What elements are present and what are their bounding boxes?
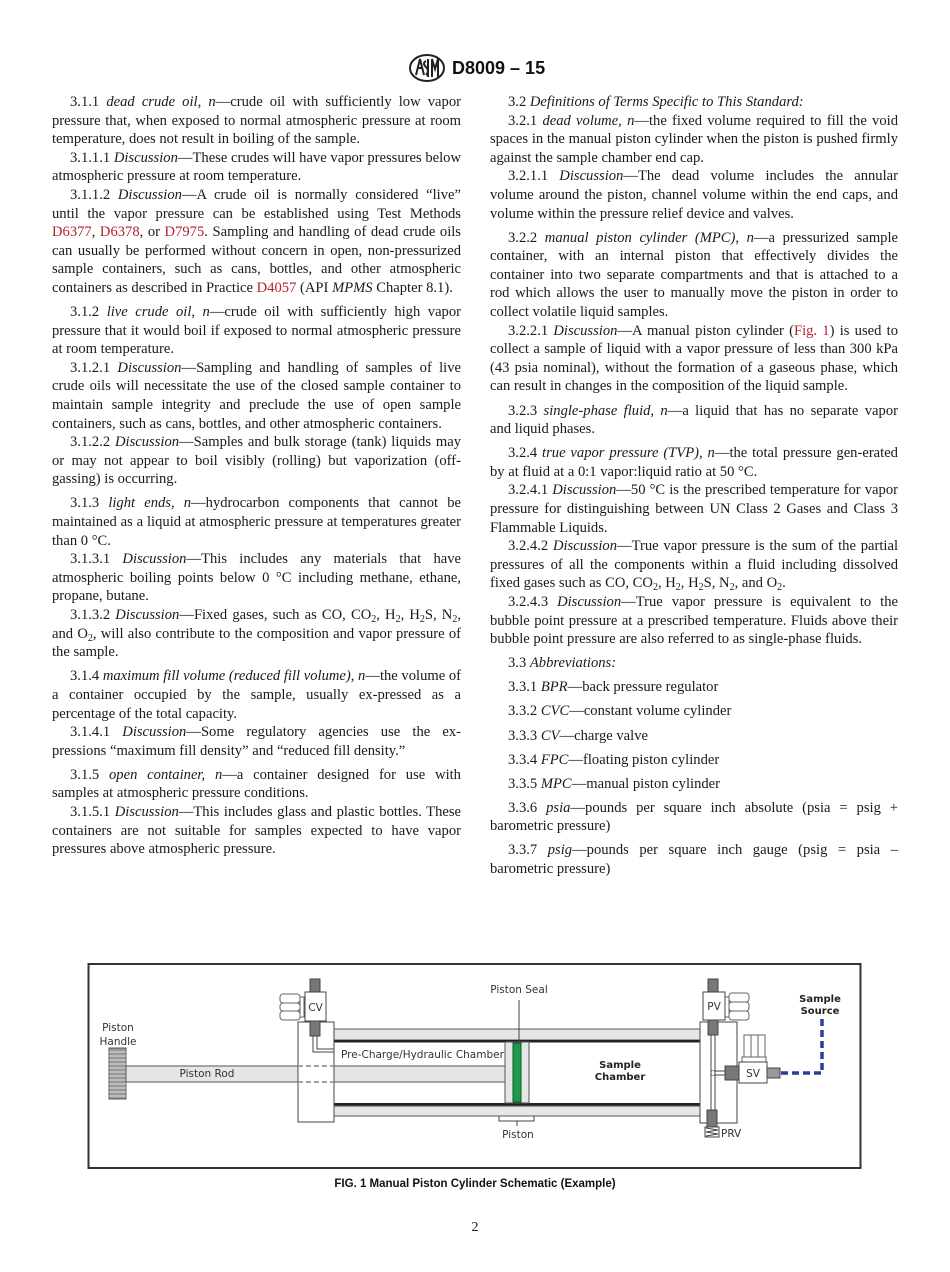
term-italic: psig <box>547 842 573 859</box>
subscript: 2 <box>419 614 425 626</box>
text: —A manual piston cylinder ( <box>617 322 794 339</box>
sv-label: SV <box>746 1068 760 1080</box>
text: —the fixed volume required to fill the void spaces in the manual piston cylinder when the piston is pushed firmly against the sample chamber end cap. <box>490 112 898 166</box>
text: —the volume of a container occupied by the sample, usually ex-pressed as a percentage of the total capacity. <box>52 668 461 722</box>
term-italic: Discussion <box>557 593 622 610</box>
text: —constant volume cylinder <box>569 703 732 720</box>
text: 3.3.7 <box>508 842 548 859</box>
text: 3.2.4.3 <box>508 593 558 610</box>
term-italic: light ends, n <box>108 495 192 512</box>
subscript: 2 <box>777 582 783 594</box>
subscript: 2 <box>675 582 681 594</box>
text: , H <box>657 575 676 592</box>
text: 3.3.6 <box>508 799 547 816</box>
text: S, N <box>424 607 453 624</box>
term-italic: MPMS <box>332 279 373 296</box>
subscript: 2 <box>729 582 735 594</box>
text: 3.1.4 <box>70 668 103 685</box>
term-italic: dead volume, n <box>542 112 635 129</box>
text: , <box>91 224 100 241</box>
reference-link[interactable]: D4057 <box>256 279 297 296</box>
term-italic: Discussion <box>115 607 180 624</box>
term-italic: Definitions of Terms Specific to This Standard: <box>529 94 804 110</box>
pre-charge-chamber-label: Pre-Charge/Hydraulic Chamber <box>341 1049 504 1061</box>
term-italic: Discussion <box>552 538 617 555</box>
text: 3.2.4.1 <box>508 482 553 499</box>
text: —a liquid that has no separate vapor and liquid phases. <box>490 402 898 438</box>
piston-handle-icon <box>109 1048 126 1099</box>
text: 3.1.1.1 <box>70 149 114 166</box>
text: 3.1.1.2 <box>70 186 118 203</box>
term-italic: maximum fill volume (reduced fill volume), n <box>102 668 366 685</box>
text: —Some regulatory agencies use the ex-pressions “maximum fill density” and “reduced fill density.” <box>52 724 462 759</box>
term-italic: MPC <box>540 775 572 792</box>
text: . Sampling and handling of dead crude oils can usually be performed without concern in open, non-pressurized sample containers, such as cans, bottles, and other atmospheric containers as described in Practice <box>52 224 461 296</box>
text: (API <box>296 279 333 296</box>
text: —Sampling and handling of samples of live crude oils will necessitate the use of the closed sample container to maintain sample integrity and preclude the use of open sample containers, such as cans, bottles, and other atmospheric containers. <box>52 359 461 432</box>
subscript: 2 <box>395 614 401 626</box>
term-italic: single-phase fluid, n <box>543 402 668 419</box>
term-italic: open container, n <box>109 766 223 783</box>
text: 3.1.2.1 <box>70 359 118 376</box>
text: Chapter 8.1). <box>372 279 453 296</box>
text: —The dead volume includes the annular volume around the piston, channel volume within the end caps, and volume within the pressure relief device and valves. <box>490 168 898 222</box>
text: ) is used to collect a sample of liquid with a vapor pressure of less than 300 kPa (43 psia nominal), without the formation of a gaseous phase, which can result in changes in the composition of the liquid sample. <box>490 322 898 395</box>
piston-seal-label: Piston Seal <box>490 984 548 996</box>
text: 3.1.5 <box>70 766 109 783</box>
text: 3.2.3 <box>508 402 544 419</box>
text: 3.1.4.1 <box>70 724 123 741</box>
text: —floating piston cylinder <box>568 751 720 768</box>
document-designation: D8009 – 15 <box>452 57 546 78</box>
text: —hydrocarbon components that cannot be maintained as a liquid at atmospheric pressure at temperatures greater than 0 °C. <box>52 495 461 549</box>
text: 3.3.1 <box>508 679 541 696</box>
text: —pounds per square inch gauge (psig = psia – barometric pressure) <box>490 842 898 878</box>
text: 3.2.4.2 <box>508 538 553 555</box>
text: 3.3.2 <box>508 703 541 720</box>
term-italic: psia <box>546 799 571 816</box>
term-italic: Discussion <box>117 359 182 376</box>
text: , H <box>400 607 420 624</box>
page-number: 2 <box>471 1220 479 1235</box>
sv-fitting-icon <box>742 1035 766 1062</box>
cylinder-wall-bottom <box>334 1106 700 1116</box>
term-italic: Discussion <box>122 724 187 741</box>
subscript: 2 <box>371 614 377 626</box>
piston-handle-label: Piston <box>102 1022 134 1034</box>
text: 3.1.1 <box>70 94 107 110</box>
term-italic: dead crude oil, n <box>106 94 216 110</box>
cv-label: CV <box>308 1002 323 1014</box>
text: , or <box>139 224 165 241</box>
text: —50 °C is the prescribed temperature for vapor pressure for distinguishing between UN Class 2 Gases and Class 3 Flammable Liquids. <box>490 482 898 536</box>
term-italic: BPR <box>540 679 568 696</box>
text: . <box>782 575 786 592</box>
text: —This includes glass and plastic bottles. These containers are not suitable for samples expected to have vapor pressures above atmospheric pressure. <box>52 803 462 858</box>
cv-stem <box>310 979 320 992</box>
text: —Samples and bulk storage (tank) liquids may or may not appear to boil visibly (rolling) but vaporization (off-gassing) is occurring. <box>52 434 462 488</box>
subscript: 2 <box>652 582 658 594</box>
term-italic: Discussion <box>117 186 182 203</box>
subscript: 2 <box>87 632 93 644</box>
left-end-cap <box>298 1022 334 1122</box>
term-italic: manual piston cylinder (MPC), n <box>544 229 754 246</box>
text: —back pressure regulator <box>567 679 719 696</box>
prv-label: PRV <box>721 1128 742 1140</box>
text: , will also contribute to the composition and vapor pressure of the sample. <box>52 625 461 661</box>
prv-spring-icon <box>705 1127 719 1137</box>
text: 3.3.4 <box>508 751 541 768</box>
text: —True vapor pressure is equivalent to the bubble point pressure at a prescribed temperature. Fluids above their bubble point pressure are also referred to as single-phase fluids. <box>490 593 898 648</box>
text: —crude oil with sufficiently low vapor pressure that, when exposed to normal atmospheric pressure at room temperature, does not result in boiling of the sample. <box>52 94 461 148</box>
term-italic: Discussion <box>553 322 618 339</box>
text: —charge valve <box>559 727 648 744</box>
text: 3.3.3 <box>508 727 541 744</box>
term-italic: FPC <box>540 751 569 768</box>
piston-seal <box>513 1043 521 1102</box>
text: 3.1.3 <box>70 495 109 512</box>
text: 3.1.3.2 <box>70 607 116 624</box>
text: 3.1.2 <box>70 304 107 321</box>
text: —the total pressure gen-erated by at fluid at a 0:1 vapor:liquid ratio at 50 °C. <box>490 445 898 480</box>
text: 3.1.3.1 <box>70 551 123 568</box>
cylinder-wall-top <box>334 1029 700 1040</box>
piston-rod-label: Piston Rod <box>179 1068 235 1080</box>
term-italic: CVC <box>540 703 570 720</box>
term-italic: Discussion <box>113 149 178 166</box>
text: —pounds per square inch absolute (psia = psig + barometric pressure) <box>490 799 898 835</box>
text: 3.3.5 <box>508 775 541 792</box>
text: 3.2.2.1 <box>508 322 554 339</box>
text: 3.1.5.1 <box>70 803 115 820</box>
term-italic: live crude oil, n <box>106 304 210 321</box>
text: —crude oil with sufficiently high vapor pressure that it would boil if exposed to normal atmospheric pressure at room temperature. <box>52 304 461 358</box>
piston-handle-label-2: Handle <box>99 1036 137 1048</box>
text: —These crudes will have vapor pressures below atmospheric pressure at room temperature. <box>52 149 461 185</box>
figure-caption: FIG. 1 Manual Piston Cylinder Schematic (Example) <box>334 1178 616 1190</box>
cv-fitting-icon <box>280 994 304 1020</box>
text: 3.2.1.1 <box>508 168 560 185</box>
sample-source-label-2: Source <box>800 1006 840 1017</box>
text: —This includes any materials that have atmospheric boiling points below 0 °C including methane, ethane, propane, butane. <box>52 551 461 605</box>
text: 3.2 <box>508 94 530 110</box>
term-italic: Discussion <box>114 803 179 820</box>
text: , H <box>376 607 396 624</box>
reference-link[interactable]: D6377 <box>52 224 92 241</box>
term-italic: true vapor pressure (TVP), n <box>542 445 715 462</box>
text: —a pressurized sample container, with an internal piston that effectively divides the container into two separate compartments and that is attached to a rod which allows the user to manually move the piston in order to collect volatile liquid samples. <box>490 229 898 321</box>
text: 3.2.1 <box>508 112 543 129</box>
text: —A crude oil is normally considered “live” until the vapor pressure can be established using Test Methods <box>52 186 461 222</box>
subscript: 2 <box>452 614 458 626</box>
term-italic: Abbreviations: <box>529 655 617 672</box>
text: 3.2.4 <box>508 445 543 462</box>
text: S, N <box>703 575 730 592</box>
text: —Fixed gases, such as CO, CO <box>179 607 372 624</box>
term-italic: CV <box>540 727 560 744</box>
term-italic: Discussion <box>122 551 187 568</box>
text: , and O <box>52 607 461 642</box>
sample-source-label: Sample <box>799 994 841 1005</box>
sample-chamber-label: Sample <box>599 1060 641 1071</box>
term-italic: Discussion <box>552 482 617 499</box>
reference-link[interactable]: D6378 <box>99 224 140 241</box>
pv-label: PV <box>707 1001 721 1013</box>
pv-fitting-icon <box>725 993 749 1020</box>
term-italic: Discussion <box>559 168 624 185</box>
text: , H <box>680 575 699 592</box>
term-italic: Discussion <box>114 434 180 451</box>
reference-link[interactable]: D7975 <box>164 224 205 241</box>
sample-chamber-label-2: Chamber <box>594 1072 646 1083</box>
reference-link[interactable]: Fig. 1 <box>793 322 830 339</box>
text: —a container designed for use with samples at atmospheric pressure conditions. <box>52 766 461 802</box>
text: , and O <box>734 575 778 592</box>
text: 3.3 <box>508 655 530 672</box>
text: —True vapor pressure is the sum of the partial pressures of all the components within a fluid including dissolved fixed gases such as CO, CO <box>490 538 899 592</box>
piston-label: Piston <box>502 1129 534 1141</box>
text: 3.1.2.2 <box>70 434 115 451</box>
subscript: 2 <box>698 582 704 594</box>
text: 3.2.2 <box>508 229 545 246</box>
text: —manual piston cylinder <box>571 775 720 792</box>
